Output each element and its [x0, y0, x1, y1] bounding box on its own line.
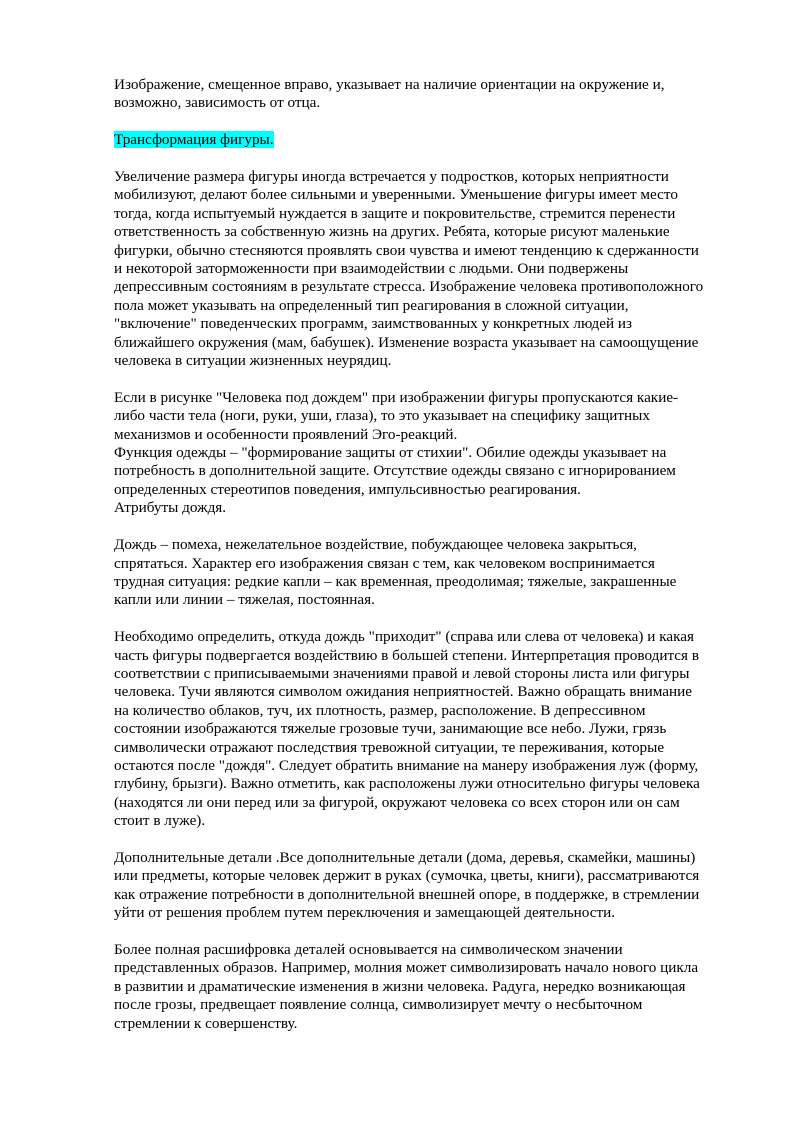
text-line: ответственность за собственную жизнь на других. Ребята, которые рисуют маленькие	[114, 223, 670, 241]
text-line: Необходимо определить, откуда дождь "приходит" (справа или слева от человека) и какая	[114, 628, 694, 646]
text-line: спрятаться. Характер его изображения связан с тем, как человеком воспринимается	[114, 554, 655, 572]
text-line: представленных образов. Например, молния может символизировать начало нового цикла	[114, 959, 699, 977]
text-line: или предметы, которые человек держит в руках (сумочка, цветы, книги), рассматриваются	[114, 867, 700, 885]
text-line: возможно, зависимость от отца.	[114, 94, 321, 112]
text-line: Дополнительные детали .Все дополнительные детали (дома, деревья, скамейки, машины)	[114, 848, 696, 866]
paragraph-orientation	[114, 76, 714, 113]
text-line: трудная ситуация: редкие капли – как временная, преодолимая; тяжелые, закрашенные	[114, 572, 677, 590]
text-line: состоянии изображаются тяжелые грозовые тучи, занимающие все небо. Лужи, грязь	[114, 720, 667, 738]
text-line: стоит в луже).	[114, 812, 206, 830]
text-line: после грозы, предвещает появление солнца, символизирует мечту о несбыточном	[114, 996, 643, 1014]
text-line: Увеличение размера фигуры иногда встречается у подростков, которых неприятности	[114, 168, 669, 185]
document-page	[114, 76, 714, 1051]
text-line: капли или линии – тяжелая, постоянная.	[114, 591, 375, 609]
text-line: остаются после "дождя". Следует обратить внимание на манеру изображения луж (форму,	[114, 756, 699, 774]
text-line: Атрибуты дождя.	[114, 499, 227, 517]
paragraph-symbolic-meaning	[114, 941, 714, 1033]
text-line: депрессивным состояниям в результате стресса. Изображение человека противоположного	[114, 278, 704, 296]
text-line: Функция одежды – "формирование защиты от стихии". Обилие одежды указывает на	[114, 444, 667, 462]
text-line: и некоторой заторможенности при взаимодействии с людьми. Они подвержены	[114, 260, 629, 278]
text-line: мобилизуют, делают более сильными и уверенными. Уменьшение фигуры имеет место	[114, 186, 678, 204]
text-line: Если в рисунке "Человека под дождем" при изображении фигуры пропускаются какие-	[114, 388, 679, 406]
text-line: глубину, брызги). Важно отметить, как расположены лужи относительно фигуры человека	[114, 775, 700, 793]
paragraph-figure-transformation	[114, 168, 714, 370]
paragraph-rain	[114, 536, 714, 610]
text-line: потребность в дополнительной защите. Отсутствие одежды связано с игнорированием	[114, 462, 676, 480]
text-line: ближайшего окружения (мам, бабушек). Изменение возраста указывает на самоощущение	[114, 333, 699, 351]
text-line: символически отражают последствия тревожной ситуации, те переживания, которые	[114, 738, 665, 756]
paragraph-rain-direction	[114, 628, 714, 830]
text-line: тогда, когда испытуемый нуждается в защите и покровительстве, стремится перенести	[114, 204, 676, 222]
text-line: на количество облаков, туч, их плотность, размер, расположение. В депрессивном	[114, 701, 646, 719]
text-line: часть фигуры подвергается воздействию в большей степени. Интерпретация проводится в	[114, 646, 699, 664]
text-line: фигурки, обычно стесняются проявлять свои чувства и имеют тенденцию к сдержанности	[114, 241, 699, 259]
text-line: Дождь – помеха, нежелательное воздействие, побуждающее человека закрыться,	[114, 536, 637, 554]
text-line: (находятся ли они перед или за фигурой, окружают человека со всех сторон или он сам	[114, 793, 680, 811]
text-line: либо части тела (ноги, руки, уши, глаза), то это указывает на специфику защитных	[114, 407, 650, 425]
text-line: уйти от решения проблем путем переключения и замещающей деятельности.	[114, 904, 616, 922]
text-line: "включение" поведенческих программ, заимствованных у конкретных людей из	[114, 315, 633, 333]
text-line: человека. Тучи являются символом ожидания неприятностей. Важно обращать внимание	[114, 683, 693, 701]
text-line: пола может указывать на определенный тип реагирования в сложной ситуации,	[114, 296, 629, 314]
text-line: соответствии с приписываемыми значениями правой и левой стороны листа или фигуры	[114, 664, 690, 682]
text-line: определенных стереотипов поведения, импульсивностью реагирования.	[114, 480, 581, 498]
text-line: как отражение потребности в дополнительной внешней опоре, в поддержке, в стремлении	[114, 885, 700, 903]
section-heading	[114, 131, 714, 149]
text-line: Изображение, смещенное вправо, указывает на наличие ориентации на окружение и,	[114, 76, 665, 93]
paragraph-additional-details	[114, 849, 714, 923]
paragraph-body-parts-clothing	[114, 389, 714, 518]
text-line: стремлении к совершенству.	[114, 1014, 298, 1032]
text-line: в развитии и драматические изменения в жизни человека. Радуга, нередко возникающая	[114, 977, 686, 995]
highlighted-heading: Трансформация фигуры.	[114, 131, 274, 149]
text-line: Более полная расшифровка деталей основывается на символическом значении	[114, 940, 623, 958]
text-line: механизмов и особенности проявлений Эго-реакций.	[114, 425, 458, 443]
text-line: человека в ситуации жизненных неурядиц.	[114, 352, 392, 370]
